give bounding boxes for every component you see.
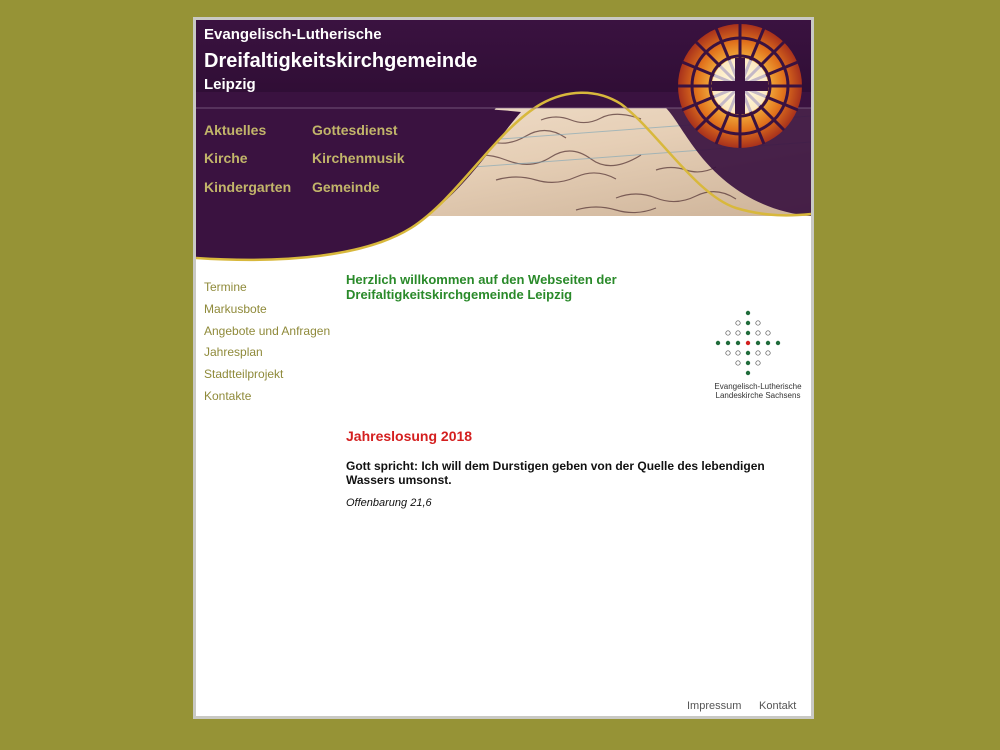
logo-line1: Evangelisch-Lutherische: [714, 382, 802, 391]
logo-dot: [766, 331, 770, 335]
logo-dot: [756, 341, 760, 345]
logo-dot: [776, 341, 780, 345]
welcome-heading: [346, 272, 646, 302]
nav-kirche[interactable]: Kirche: [204, 150, 248, 166]
logo-dot: [756, 351, 760, 355]
sidenav-kontakte[interactable]: Kontakte: [204, 388, 252, 403]
logo-dot: [746, 361, 750, 365]
nav-gemeinde[interactable]: Gemeinde: [312, 179, 380, 195]
site-title-line3: Leipzig: [204, 76, 256, 93]
sidenav-angebote[interactable]: Angebote und Anfragen: [204, 323, 331, 338]
rosette-window-icon: [678, 24, 802, 148]
logo-dot: [746, 341, 750, 345]
site-header: [196, 20, 811, 265]
landeskirche-logo[interactable]: [706, 305, 811, 405]
jahreslosung-heading: Jahreslosung 2018: [346, 428, 473, 444]
cross-dots-icon: [706, 305, 810, 380]
sidenav-stadtteilprojekt[interactable]: Stadtteilprojekt: [204, 367, 284, 382]
logo-dot: [726, 341, 730, 345]
side-nav: [204, 279, 330, 410]
logo-dot: [756, 361, 760, 365]
logo-dot: [736, 331, 740, 335]
site-title-line1: Evangelisch-Lutherische: [204, 26, 382, 43]
logo-caption: [706, 382, 810, 400]
welcome-line2: Dreifaltigkeitskirchgemeinde Leipzig: [346, 287, 573, 302]
footer-impressum[interactable]: Impressum: [687, 700, 742, 712]
logo-dot: [746, 311, 750, 315]
logo-dot: [746, 371, 750, 375]
sidenav-markusbote[interactable]: Markusbote: [204, 301, 267, 316]
logo-dot: [746, 351, 750, 355]
sidenav-termine[interactable]: Termine: [204, 280, 247, 294]
nav-gottesdienst[interactable]: Gottesdienst: [312, 122, 398, 138]
logo-dot: [736, 321, 740, 325]
jahreslosung-text: Gott spricht: Ich will dem Durstigen geben von der Quelle des lebendigen Wassers umsonst.: [346, 459, 765, 487]
logo-dot: [726, 351, 730, 355]
jahreslosung-reference: Offenbarung 21,6: [346, 497, 432, 509]
logo-dot: [736, 341, 740, 345]
logo-dot: [756, 331, 760, 335]
footer-kontakt[interactable]: Kontakt: [759, 700, 797, 712]
nav-kirchenmusik[interactable]: Kirchenmusik: [312, 150, 405, 166]
logo-dot: [716, 341, 720, 345]
sidenav-jahresplan[interactable]: Jahresplan: [204, 345, 263, 360]
page-container: [196, 20, 811, 716]
nav-aktuelles[interactable]: Aktuelles: [204, 122, 267, 138]
welcome-line1: Herzlich willkommen auf den Webseiten der: [346, 272, 617, 287]
logo-line2: Landeskirche Sachsens: [715, 391, 801, 400]
logo-dot: [736, 361, 740, 365]
logo-dot: [746, 321, 750, 325]
logo-dot: [756, 321, 760, 325]
site-title-line2: Dreifaltigkeitskirchgemeinde: [204, 50, 478, 72]
logo-dot: [726, 331, 730, 335]
nav-kindergarten[interactable]: Kindergarten: [204, 179, 292, 195]
logo-dot: [766, 341, 770, 345]
logo-dot: [746, 331, 750, 335]
logo-dot: [736, 351, 740, 355]
logo-dot: [766, 351, 770, 355]
